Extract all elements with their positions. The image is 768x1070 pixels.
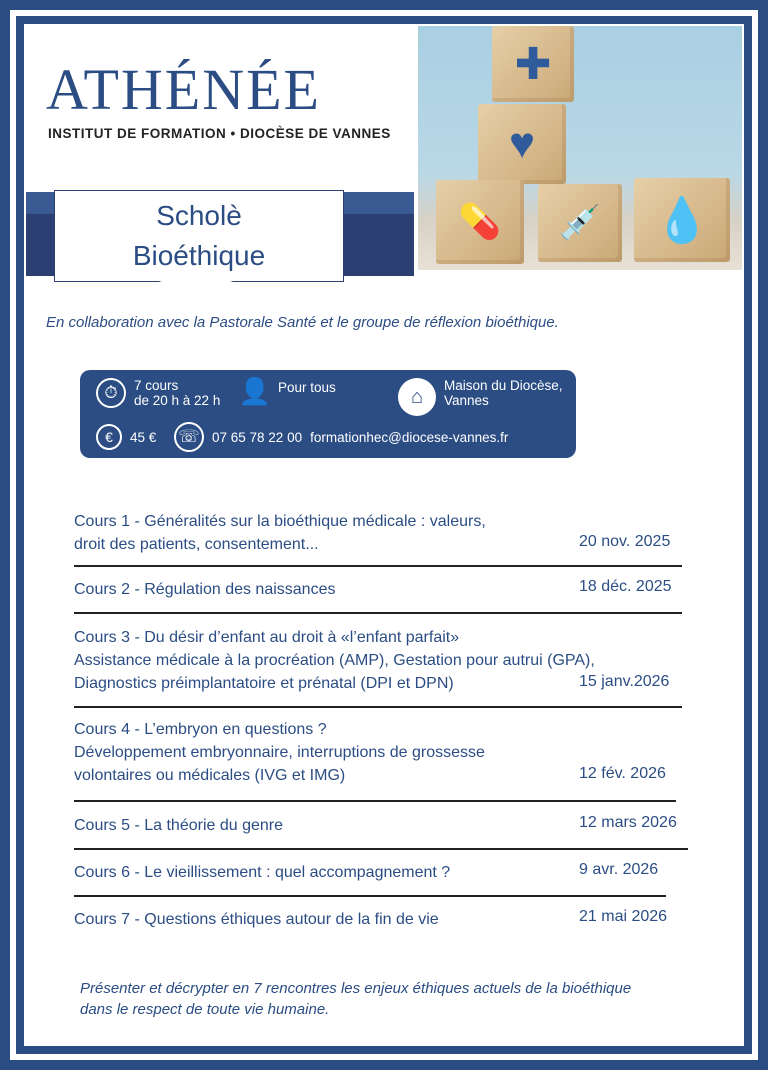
schedule-line2: de 20 h à 22 h <box>134 393 221 408</box>
heart-block <box>478 104 566 184</box>
email-text[interactable]: formationhec@diocese-vannes.fr <box>310 429 509 445</box>
course-date: 21 mai 2026 <box>579 908 668 925</box>
house-icon: ⌂ <box>398 378 436 416</box>
phone-text[interactable]: 07 65 78 22 00 <box>212 429 303 445</box>
phone-icon: ☏ <box>174 422 204 452</box>
course-item <box>74 626 595 695</box>
course-line: Cours 5 - La théorie du genre <box>74 817 284 834</box>
divider <box>74 565 682 567</box>
divider <box>74 895 666 897</box>
flyer-page <box>26 26 742 1044</box>
banner-title <box>54 196 344 276</box>
syringe-block <box>538 184 622 262</box>
course-date: 12 mars 2026 <box>579 814 677 831</box>
info-panel <box>80 370 576 458</box>
cross-block <box>492 26 574 102</box>
course-date: 9 avr. 2026 <box>579 861 659 878</box>
audience-text: Pour tous <box>278 380 336 395</box>
divider <box>74 800 676 802</box>
course-item <box>74 578 335 601</box>
course-line: Cours 6 - Le vieillissement : quel accompagnement ? <box>74 864 451 881</box>
course-line: droit des patients, consentement... <box>74 536 319 553</box>
banner-title-line1: Scholè <box>156 200 242 231</box>
closing-line2: dans le respect de toute vie humaine. <box>80 1001 330 1018</box>
course-item <box>74 861 450 884</box>
logo-title: ATHÉNÉE <box>46 57 321 122</box>
logo-subtitle: INSTITUT DE FORMATION • DIOCÈSE DE VANNES <box>48 126 391 141</box>
clock-icon: ⏱ <box>96 378 126 408</box>
euro-icon: € <box>96 424 122 450</box>
collaboration-note: En collaboration avec la Pastorale Santé et le groupe de réflexion bioéthique. <box>46 314 559 331</box>
syringe-icon: 💉 <box>558 204 602 242</box>
course-line: Développement embryonnaire, interruptions de grossesse <box>74 744 485 761</box>
location-info <box>398 378 563 416</box>
schedule-line1: 7 cours <box>134 378 179 393</box>
course-date: 15 janv.2026 <box>579 673 670 690</box>
course-line: volontaires ou médicales (IVG et IMG) <box>74 767 346 784</box>
banner-title-line2: Bioéthique <box>132 240 266 271</box>
divider <box>74 612 682 614</box>
heart-icon: ♥ <box>508 119 536 168</box>
contact-info <box>174 422 508 452</box>
pill-block <box>436 180 524 264</box>
drop-block <box>634 178 730 262</box>
course-item <box>74 814 283 837</box>
drop-icon: 💧 <box>654 196 710 245</box>
schedule-info <box>96 378 220 408</box>
price-text: 45 € <box>130 429 157 445</box>
course-item <box>74 718 485 787</box>
closing-line1: Présenter et décrypter en 7 rencontres les enjeux éthiques actuels de la bioéthique <box>80 980 632 997</box>
course-line: Cours 2 - Régulation des naissances <box>74 581 336 598</box>
location-line2: Vannes <box>444 393 489 408</box>
divider <box>74 706 682 708</box>
course-line: Cours 4 - L’embryon en questions ? <box>74 721 327 738</box>
person-icon: 👤 <box>238 375 272 406</box>
course-line: Cours 7 - Questions éthiques autour de la fin de vie <box>74 911 439 928</box>
closing-statement <box>80 978 720 1020</box>
course-item <box>74 908 439 931</box>
medical-cross-icon: ✚ <box>514 39 552 89</box>
audience-info <box>240 376 336 406</box>
price-info <box>96 424 156 450</box>
course-line: Cours 1 - Généralités sur la bioéthique médicale : valeurs, <box>74 513 486 530</box>
course-line: Assistance médicale à la procréation (AMP), Gestation pour autrui (GPA), <box>74 652 595 669</box>
course-line: Diagnostics préimplantatoire et prénatal (DPI et DPN) <box>74 675 454 692</box>
banner-notch <box>156 280 236 294</box>
pill-icon: 💊 <box>458 203 502 241</box>
course-date: 12 fév. 2026 <box>579 765 666 782</box>
course-date: 18 déc. 2025 <box>579 578 672 595</box>
course-item <box>74 510 486 556</box>
location-line1: Maison du Diocèse, <box>444 378 563 393</box>
divider <box>74 848 688 850</box>
medical-blocks-photo <box>418 26 742 270</box>
course-date: 20 nov. 2025 <box>579 533 671 550</box>
course-line: Cours 3 - Du désir d’enfant au droit à «l’enfant parfait» <box>74 629 460 646</box>
